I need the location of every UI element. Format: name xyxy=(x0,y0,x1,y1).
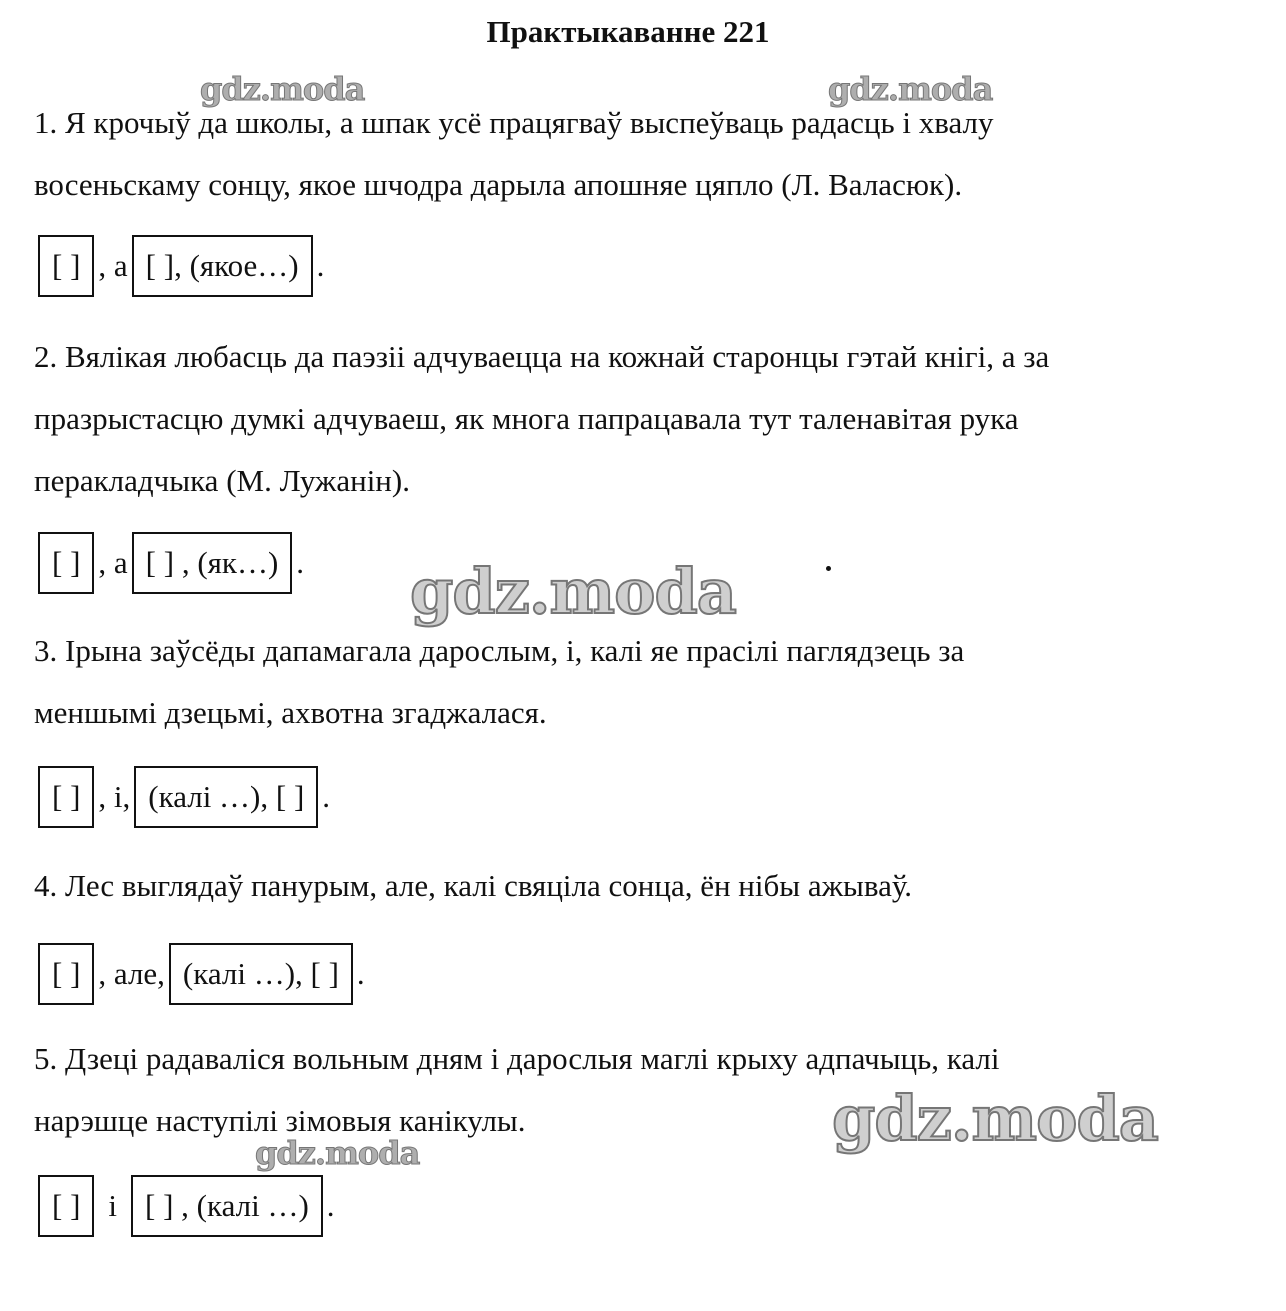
exercise-3-scheme xyxy=(38,764,334,830)
exercise-3-line-1: 3. Ірына заўсёды дапамагала дарослым, і, калі яе прасілі паглядзець за xyxy=(34,633,965,668)
scheme-box-complex: [ ] , (як…) xyxy=(132,532,293,594)
exercise-2-scheme xyxy=(38,530,308,596)
exercise-1-line-1: 1. Я крочыў да школы, а шпак усё працягваў выспеўваць радасць і хвалу xyxy=(34,105,994,140)
scheme-end: . xyxy=(296,545,305,580)
watermark-logo: gdz.moda xyxy=(255,1134,420,1172)
scheme-box-main: [ ] xyxy=(38,532,94,594)
exercise-3-text xyxy=(34,620,964,744)
page-title: Практыкаванне 221 xyxy=(486,14,770,49)
scheme-box-complex: [ ] , (калі …) xyxy=(131,1175,323,1237)
exercise-3-line-2: меншымі дзецьмі, ахвотна згаджалася. xyxy=(34,695,547,730)
exercise-2-line-3: перакладчыка (М. Лужанін). xyxy=(34,463,410,498)
scheme-conjunction: , а xyxy=(98,248,128,283)
watermark-logo: gdz.moda xyxy=(200,70,365,108)
watermark-logo: gdz.moda xyxy=(410,555,736,628)
exercise-5-scheme xyxy=(38,1173,339,1239)
scheme-end: . xyxy=(356,956,365,991)
scheme-box-complex: (калі …), [ ] xyxy=(169,943,353,1005)
exercise-2-line-1: 2. Вялікая любасць да паэзіі адчуваецца на кожнай старонцы гэтай кнігі, а за xyxy=(34,339,1050,374)
watermark-logo: gdz.moda xyxy=(832,1082,1158,1155)
scheme-end: . xyxy=(326,1188,335,1223)
stray-dot xyxy=(826,566,831,571)
scheme-conjunction: , а xyxy=(98,545,128,580)
scheme-box-main: [ ] xyxy=(38,1175,94,1237)
scheme-end: . xyxy=(322,779,331,814)
exercise-5-line-1: 5. Дзеці радаваліся вольным дням і дарослыя маглі крыху адпачыць, калі xyxy=(34,1041,1000,1076)
exercise-4-scheme xyxy=(38,941,369,1007)
watermark-logo: gdz.moda xyxy=(828,70,993,108)
scheme-box-complex: [ ], (якое…) xyxy=(132,235,313,297)
exercise-2-line-2: празрыстасцю думкі адчуваеш, як многа папрацавала тут таленавітая рука xyxy=(34,401,1019,436)
scheme-box-main: [ ] xyxy=(38,943,94,1005)
scheme-box-main: [ ] xyxy=(38,766,94,828)
scheme-end: . xyxy=(316,248,325,283)
exercise-1-scheme xyxy=(38,233,328,299)
exercise-1-text xyxy=(34,92,994,216)
scheme-box-main: [ ] xyxy=(38,235,94,297)
exercise-4-text xyxy=(34,855,912,917)
scheme-conjunction: , і, xyxy=(98,779,131,814)
exercise-1-line-2: восеньскаму сонцу, якое шчодра дарыла апошняе цяпло (Л. Валасюк). xyxy=(34,167,963,202)
scheme-conjunction: , але, xyxy=(98,956,165,991)
exercise-5-line-2: нарэшце наступілі зімовыя канікулы. xyxy=(34,1103,526,1138)
scheme-box-complex: (калі …), [ ] xyxy=(134,766,318,828)
scheme-conjunction: і xyxy=(108,1188,118,1223)
exercise-2-text xyxy=(34,326,1049,512)
exercise-4-line-1: 4. Лес выглядаў панурым, але, калі свяціла сонца, ён нібы ажываў. xyxy=(34,868,912,903)
